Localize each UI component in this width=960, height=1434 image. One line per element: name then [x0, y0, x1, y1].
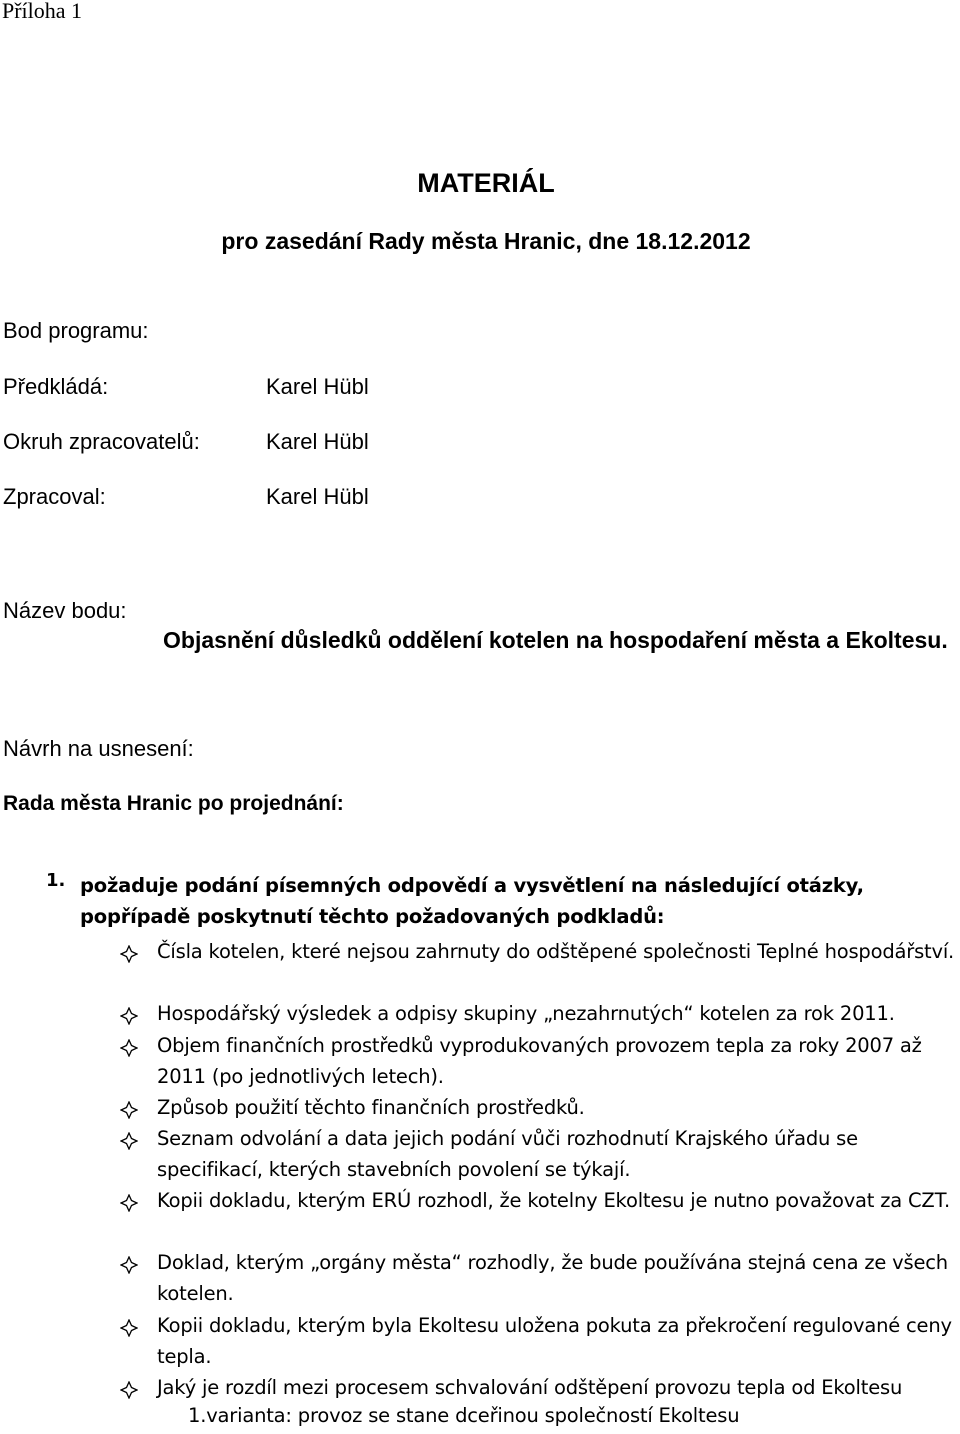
variant-text: 1.varianta: provoz se stane dceřinou společností Ekoltesu	[188, 1404, 740, 1427]
submitted-value: Karel Hübl	[266, 374, 369, 399]
diamond-bullet-icon	[120, 945, 138, 963]
prepared-value: Karel Hübl	[266, 484, 369, 509]
diamond-bullet-icon	[120, 1319, 138, 1337]
prepared-label: Zpracoval:	[3, 484, 106, 509]
diamond-bullet-icon	[120, 1101, 138, 1119]
diamond-bullet-icon	[120, 1039, 138, 1057]
circle-label: Okruh zpracovatelů:	[3, 429, 200, 454]
annex-label: Příloha 1	[2, 0, 83, 23]
list-item: Seznam odvolání a data jejich podání vůči rozhodnutí Krajského úřadu se specifikací, kterých stavebních povolení se týkají.	[157, 1127, 858, 1181]
item-title: Objasnění důsledků oddělení kotelen na hospodaření města a Ekoltesu.	[163, 627, 948, 653]
request-number: 1.	[46, 870, 66, 891]
council-label: Rada města Hranic po projednání:	[3, 792, 344, 815]
circle-value: Karel Hübl	[266, 429, 369, 454]
request-text: požaduje podání písemných odpovědí a vysvětlení na následující otázky, popřípadě poskytnutí těchto požadovaných podkladů:	[80, 874, 864, 928]
diamond-bullet-icon	[120, 1007, 138, 1025]
list-item: Doklad, kterým „orgány města“ rozhodly, že bude používána stejná cena ze všech kotelen.	[157, 1251, 948, 1305]
submitted-label: Předkládá:	[3, 374, 109, 399]
document-subtitle: pro zasedání Rady města Hranic, dne 18.12.2012	[221, 228, 751, 254]
list-item: Hospodářský výsledek a odpisy skupiny „nezahrnutých“ kotelen za rok 2011.	[157, 1002, 895, 1025]
document-title: MATERIÁL	[417, 168, 555, 198]
list-item: Způsob použití těchto finančních prostředků.	[157, 1096, 585, 1119]
diamond-bullet-icon	[120, 1132, 138, 1150]
diamond-bullet-icon	[120, 1256, 138, 1274]
diamond-bullet-icon	[120, 1381, 138, 1399]
list-item: Jaký je rozdíl mezi procesem schvalování odštěpení provozu tepla od Ekoltesu	[157, 1376, 903, 1399]
item-label: Název bodu:	[3, 598, 127, 623]
diamond-bullet-icon	[120, 1194, 138, 1212]
list-item: Kopii dokladu, kterým byla Ekoltesu uložena pokuta za překročení regulované ceny tepla.	[157, 1314, 952, 1368]
list-item: Kopii dokladu, kterým ERÚ rozhodl, že kotelny Ekoltesu je nutno považovat za CZT.	[157, 1189, 950, 1212]
list-item: Objem finančních prostředků vyprodukovaných provozem tepla za roky 2007 až 2011 (po jednotlivých letech).	[157, 1034, 922, 1088]
agenda-label: Bod programu:	[3, 318, 149, 343]
proposal-label: Návrh na usnesení:	[3, 736, 194, 761]
list-item: Čísla kotelen, které nejsou zahrnuty do odštěpené společnosti Teplné hospodářství.	[157, 940, 955, 963]
